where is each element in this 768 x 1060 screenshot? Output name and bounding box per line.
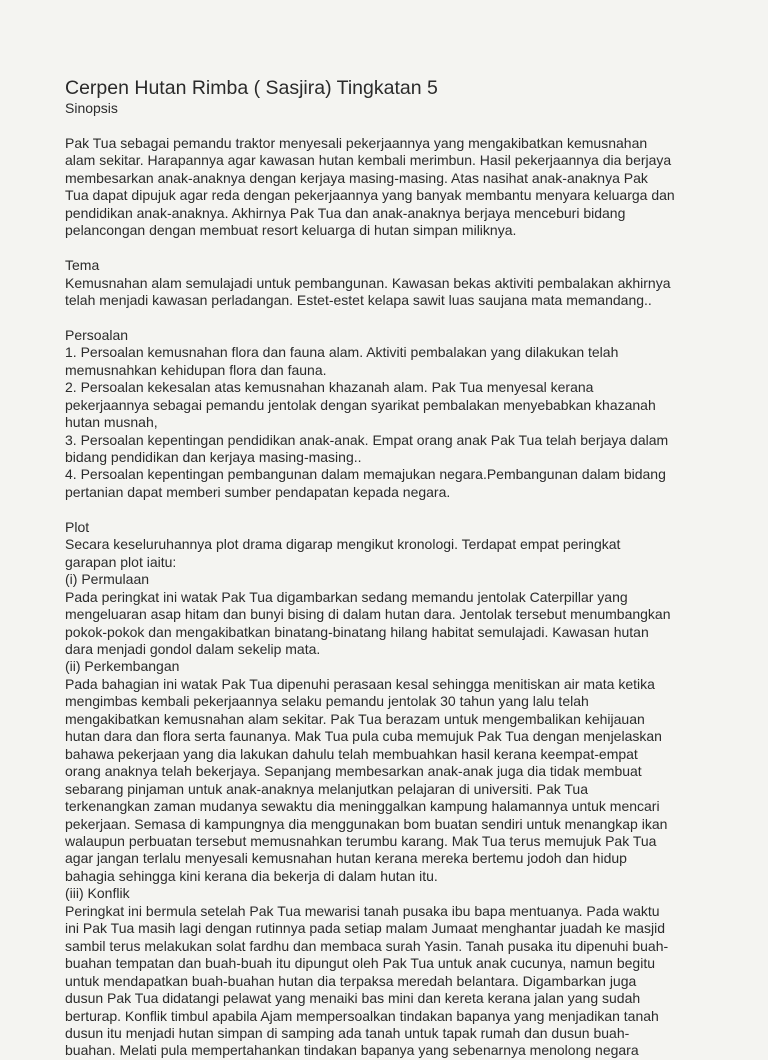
text-line: pekerjaan. Semasa di kampungnya dia menggunakan bom buatan sendiri untuk menangkap ikan [65, 815, 668, 832]
text-line: 2. Persoalan kekesalan atas kemusnahan khazanah alam. Pak Tua menyesal kerana [65, 379, 594, 396]
text-line: sebarang pinjaman untuk anak-anaknya melanjutkan pelajaran di universiti. Pak Tua [65, 780, 588, 797]
text-line: 3. Persoalan kepentingan pendidikan anak-anak. Empat orang anak Pak Tua telah berjaya dalam [65, 431, 669, 448]
section-heading-plot: Plot [65, 518, 90, 535]
text-line: Pada bahagian ini watak Pak Tua dipenuhi perasaan kesal sehingga menitiskan air mata ketika [65, 675, 655, 692]
document-body [65, 76, 713, 1060]
section-heading-tema: Tema [65, 257, 100, 274]
text-line: memusnahkan kehidupan flora dan fauna. [65, 361, 327, 378]
sinopsis-paragraph [65, 135, 713, 240]
paragraph-gap [65, 240, 713, 257]
text-line: membesarkan anak-anaknya dengan kerjaya masing-masing. Atas nasihat anak-anaknya Pak [65, 169, 648, 186]
tema-paragraph [65, 275, 713, 310]
text-line: dusun itu menjadi hutan simpan di samping ada tanah untuk tapak rumah dan dusun buah- [65, 1024, 630, 1041]
text-line: pertanian dapat memberi sumber pendapatan kepada negara. [65, 483, 451, 500]
text-line: (iii) Konflik [65, 885, 130, 902]
text-line: pelancongan dengan membuat resort keluarga di hutan simpan miliknya. [65, 222, 517, 239]
text-line: dara menjadi gondol dalam sekelip mata. [65, 640, 321, 657]
text-line: pokok-pokok dan mengakibatkan binatang-binatang hilang habitat semulajadi. Kawasan hutan [65, 623, 649, 640]
text-line: sambil terus melakukan solat fardhu dan membaca surah Yasin. Tanah pusaka itu dipenuhi buah- [65, 937, 669, 954]
text-line: Kemusnahan alam semulajadi untuk pembangunan. Kawasan bekas aktiviti pembalakan akhirnya [65, 274, 671, 291]
paragraph-gap [65, 117, 713, 134]
section-heading-persoalan: Persoalan [65, 326, 129, 343]
text-line: Secara keseluruhannya plot drama digarap mengikut kronologi. Terdapat empat peringkat [65, 536, 621, 553]
text-line: Tua dapat dipujuk agar reda dengan pekerjaannya yang banyak membantu menyara keluarga dan [65, 187, 675, 204]
paragraph-gap [65, 501, 713, 518]
text-line: 4. Persoalan kepentingan pembangunan dalam memajukan negara.Pembangunan dalam bidang [65, 466, 666, 483]
paragraph-gap [65, 309, 713, 326]
text-line: terkenangkan zaman mudanya sewaktu dia meninggalkan kampung halamannya untuk mencari [65, 798, 660, 815]
text-line: bahagia sehingga kini kerana dia bekerja di dalam hutan itu. [65, 867, 438, 884]
text-line: buahan. Melati pula mempertahankan tindakan bapanya yang sebenarnya menolong negara [65, 1042, 639, 1059]
text-line: (ii) Perkembangan [65, 658, 180, 675]
text-line: berturap. Konflik timbul apabila Ajam mempersoalkan tindakan bapanya yang menjadikan tanah [65, 1007, 659, 1024]
text-line: bahawa pekerjaan yang dia lakukan dahulu telah membuahkan hasil kerana keempat-empat [65, 745, 638, 762]
text-line: untuk mendapatkan buah-buahan hutan dia terpaksa meredah belantara. Digambarkan juga [65, 972, 637, 989]
text-line: agar jangan terlalu menyesali kemusnahan hutan kerana mereka bertemu jodoh dan hidup [65, 850, 627, 867]
text-line: orang anaknya telah bekerjaya. Sepanjang membesarkan anak-anak juga dia tidak membuat [65, 763, 642, 780]
text-line: mengakibatkan kemusnahan alam sekitar. Pak Tua berazam untuk mengembalikan kehijauan [65, 710, 645, 727]
text-line: Peringkat ini bermula setelah Pak Tua mewarisi tanah pusaka ibu bapa mentuanya. Pada waktu [65, 902, 660, 919]
text-line: Pada peringkat ini watak Pak Tua digambarkan sedang memandu jentolak Caterpillar yang [65, 588, 628, 605]
text-line: ini Pak Tua masih lagi dengan rutinnya pada setiap malam Jumaat menghantar juadah ke masjid [65, 920, 666, 937]
text-line: mengimbas kembali pekerjaannya selaku pemandu jentolak 30 tahun yang lalu telah [65, 693, 589, 710]
text-line: alam sekitar. Harapannya agar kawasan hutan kembali merimbun. Hasil pekerjaannya dia berjaya [65, 152, 672, 169]
persoalan-paragraph [65, 344, 713, 501]
section-heading-sinopsis: Sinopsis [65, 100, 118, 116]
text-line: walaupun perbuatan tersebut memusnahkan terumbu karang. Mak Tua terus memujuk Pak Tua [65, 832, 657, 849]
text-line: bidang pendidikan dan kerjaya masing-masing.. [65, 449, 362, 466]
text-line: hutan musnah, [65, 414, 158, 431]
text-line: Pak Tua sebagai pemandu traktor menyesali pekerjaannya yang mengakibatkan kemusnahan [65, 134, 648, 151]
plot-paragraph [65, 536, 713, 1060]
text-line: mengeluaran asap hitam dan bunyi bising di dalam hutan dara. Jentolak tersebut menumbangkan [65, 606, 671, 623]
document-title: Cerpen Hutan Rimba ( Sasjira) Tingkatan 5 [65, 77, 438, 99]
text-line: pekerjaannya sebagai pemandu jentolak dengan syarikat pembalakan menyebabkan khazanah [65, 396, 656, 413]
text-line: dusun Pak Tua didatangi pelawat yang menaiki bas mini dan kereta kerana jalan yang sudah [65, 990, 641, 1007]
text-line: pendidikan anak-anaknya. Akhirnya Pak Tua dan anak-anaknya berjaya menceburi bidang [65, 204, 626, 221]
text-line: 1. Persoalan kemusnahan flora dan fauna alam. Aktiviti pembalakan yang dilakukan telah [65, 344, 619, 361]
text-line: garapan plot iaitu: [65, 553, 177, 570]
text-line: hutan dara dan flora serta faunanya. Mak Tua pula cuba memujuk Pak Tua dengan menjelaskan [65, 728, 662, 745]
text-line: telah menjadi kawasan perladangan. Estet-estet kelapa sawit luas saujana mata memandang.. [65, 291, 652, 308]
text-line: buahan tempatan dan buah-buah itu dipungut oleh Pak Tua untuk anak cucunya, namun begitu [65, 955, 656, 972]
text-line: (i) Permulaan [65, 571, 150, 588]
